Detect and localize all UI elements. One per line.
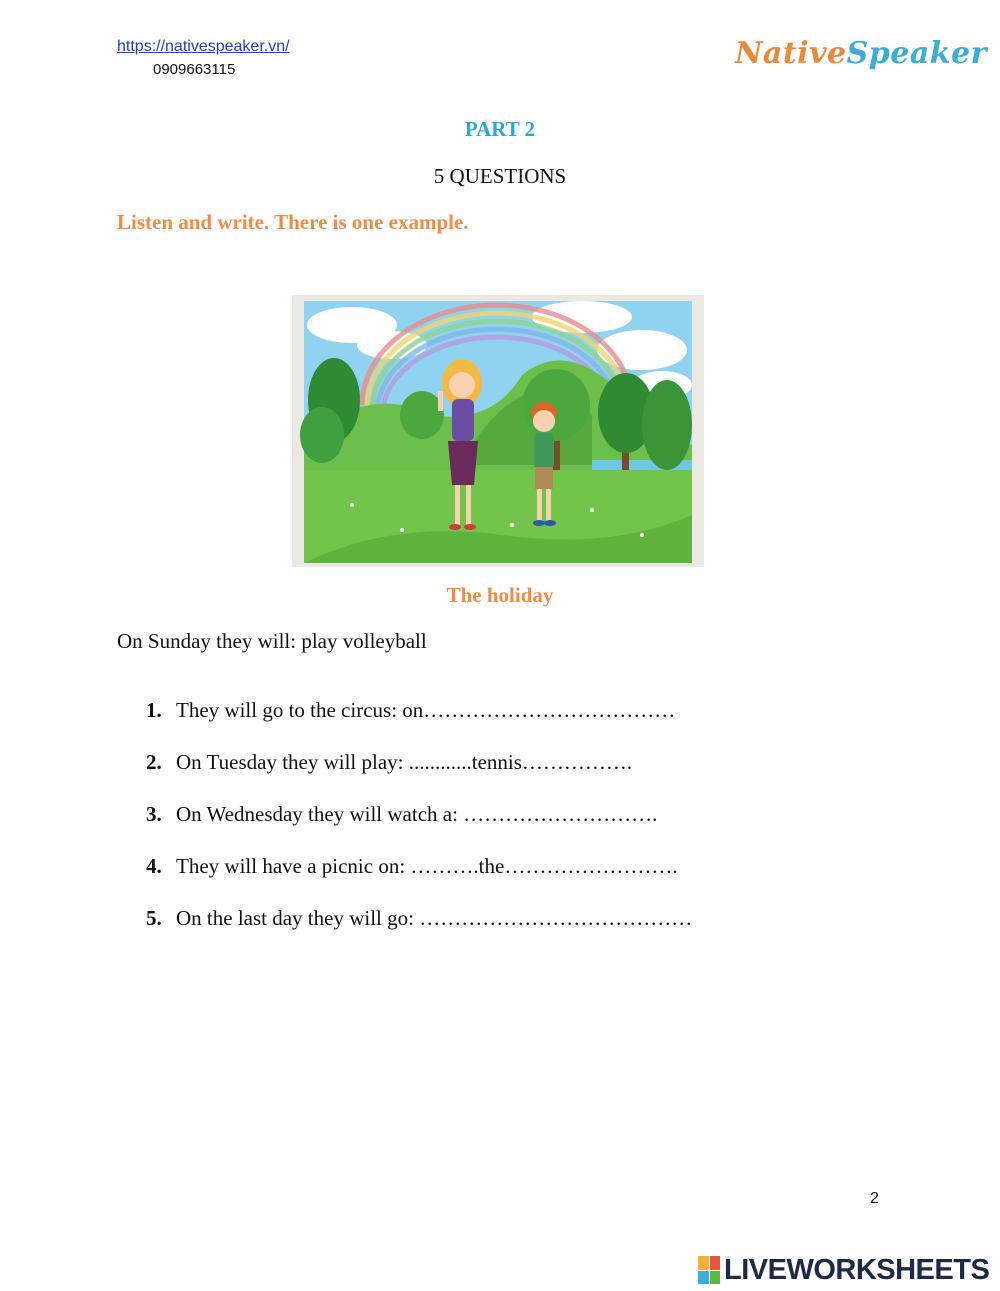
- question-item: [146, 802, 846, 854]
- question-item: [146, 854, 846, 906]
- website-link[interactable]: https://nativespeaker.vn/: [117, 38, 290, 55]
- questions-count: 5 QUESTIONS: [433, 164, 567, 188]
- question-number: 2.: [146, 750, 162, 774]
- logo-word-native: Native: [735, 36, 847, 71]
- question-text[interactable]: They will have a picnic on: ……….the…………………….: [176, 854, 678, 878]
- question-item: [146, 906, 846, 958]
- logo-word-speaker: Speaker: [846, 36, 987, 71]
- question-item: [146, 750, 846, 802]
- page-number: 2: [870, 1190, 879, 1207]
- picture-caption: The holiday: [446, 583, 554, 607]
- question-item: [146, 698, 846, 750]
- question-number: 4.: [146, 854, 162, 878]
- question-number: 1.: [146, 698, 162, 722]
- liveworksheets-label: LIVEWORKSHEETS: [724, 1253, 990, 1286]
- question-list: [146, 698, 846, 958]
- question-number: 5.: [146, 906, 162, 930]
- example-sentence: On Sunday they will: play volleyball: [117, 629, 427, 653]
- native-speaker-logo: [735, 36, 987, 71]
- park-illustration-svg: [292, 295, 704, 567]
- question-text[interactable]: On Wednesday they will watch a: ……………………….: [176, 802, 658, 826]
- part-title: PART 2: [464, 117, 536, 141]
- park-illustration: [292, 295, 704, 567]
- question-text[interactable]: They will go to the circus: on………………………………: [176, 698, 676, 722]
- phone-number: 0909663115: [153, 61, 236, 78]
- instruction-text: Listen and write. There is one example.: [117, 210, 469, 234]
- question-text[interactable]: On Tuesday they will play: ............tennis…………….: [176, 750, 633, 774]
- liveworksheets-logo-icon: [698, 1256, 720, 1284]
- question-text[interactable]: On the last day they will go: …………………………………: [176, 906, 693, 930]
- liveworksheets-brand[interactable]: [698, 1254, 989, 1286]
- question-number: 3.: [146, 802, 162, 826]
